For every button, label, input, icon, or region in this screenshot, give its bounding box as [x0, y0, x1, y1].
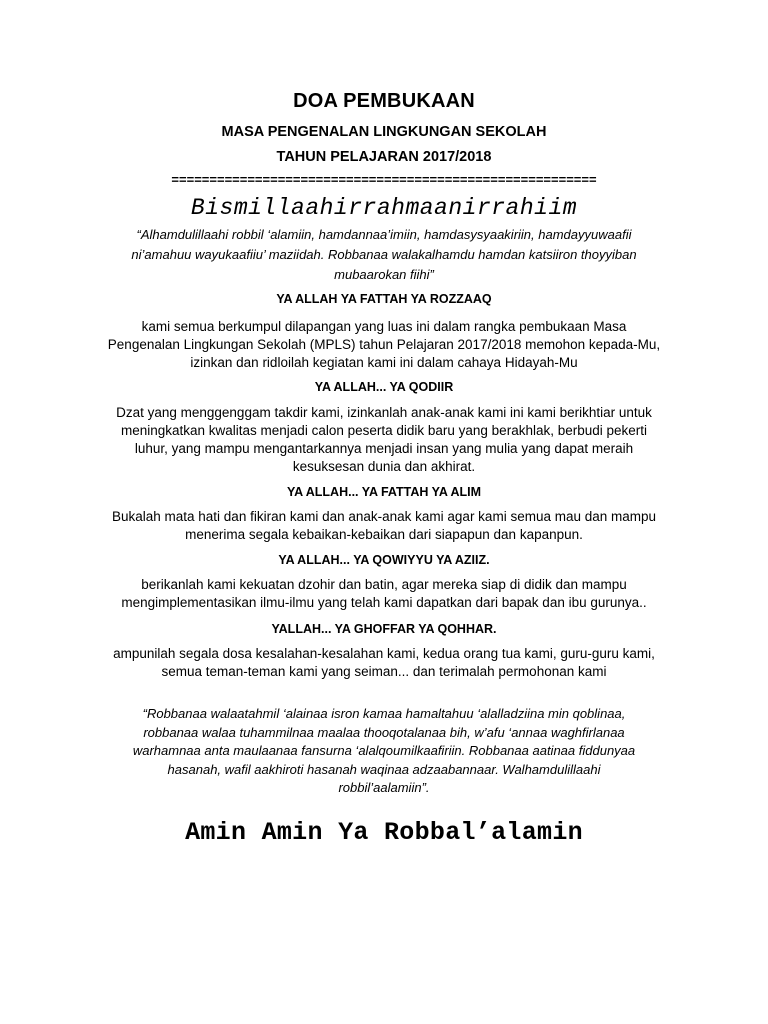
closing-line: warhamnaa anta maulaanaa fansurna ‘alalqoumilkaafiriin. Robbanaa aatinaa fiddunyaa	[132, 743, 636, 758]
divider-rule: ========================================================	[171, 172, 597, 187]
amin-closing-text: Amin Amin Ya Robbal’alamin	[185, 818, 583, 847]
body-line: izinkan dan ridloilah kegiatan kami ini dalam cahaya Hidayah-Mu	[190, 355, 578, 370]
closing-line: hasanah, wafil aakhiroti hasanah waqinaa adzaabannaar. Walhamdulillaahi	[167, 761, 601, 777]
closing-line: robbanaa walaa tuhammilnaa maalaa thooqotalanaa bih, w’afu ‘annaa waghfirlanaa	[143, 724, 625, 740]
body-line: Pengenalan Lingkungan Sekolah (MPLS) tahun Pelajaran 2017/2018 memohon kepada-Mu,	[107, 337, 661, 352]
body-line: menerima segala kebaikan-kebaikan dari siapapun dan kapanpun.	[185, 527, 583, 542]
intro-line: ni’amahuu wayukaafiiu’ maziidah. Robbanaa walakalhamdu hamdan katsiiron thoyyiban	[131, 247, 637, 262]
body-line: kesuksesan dunia dan akhirat.	[292, 459, 476, 474]
document-title: DOA PEMBUKAAN	[293, 90, 475, 112]
section-heading-ghoffar-qohhar: YALLAH... YA GHOFFAR YA QOHHAR.	[271, 622, 497, 636]
intro-line: mubaarokan fiihi”	[334, 267, 434, 282]
body-line: Dzat yang menggenggam takdir kami, izinkanlah anak-anak kami ini kami berikhtiar untuk	[116, 405, 652, 420]
section-heading-fattah-rozzaaq: YA ALLAH YA FATTAH YA ROZZAAQ	[276, 292, 492, 306]
body-line: kami semua berkumpul dilapangan yang luas ini dalam rangka pembukaan Masa	[141, 319, 627, 334]
section-heading-qodiir: YA ALLAH... YA QODIIR	[314, 380, 454, 394]
body-line: meningkatkan kwalitas menjadi calon peserta didik baru yang berakhlak, berbudi pekerti	[120, 423, 648, 438]
body-line: berikanlah kami kekuatan dzohir dan batin, agar mereka siap di didik dan mampu	[141, 577, 627, 592]
intro-prayer	[90, 225, 678, 285]
body-line: luhur, yang mampu mengantarkannya menjadi insan yang mulia yang dapat meraih	[134, 441, 634, 456]
body-line: semua teman-teman kami yang seiman... dan terimalah permohonan kami	[161, 664, 607, 679]
section-body-fattah-alim	[60, 508, 708, 544]
section-body-qodiir	[90, 404, 678, 476]
body-line: mengimplementasikan ilmu-ilmu yang telah kami dapatkan dari bapak dan ibu gurunya..	[121, 595, 647, 610]
document-subtitle-year: TAHUN PELAJARAN 2017/2018	[276, 149, 492, 165]
section-body-fattah-rozzaaq	[60, 318, 708, 372]
section-heading-fattah-alim: YA ALLAH... YA FATTAH YA ALIM	[286, 485, 481, 499]
document-subtitle-program: MASA PENGENALAN LINGKUNGAN SEKOLAH	[221, 124, 547, 140]
bismillah-text: Bismillaahirrahmaanirrahiim	[190, 195, 578, 221]
closing-line: “Robbanaa walaatahmil ‘alainaa isron kamaa hamaltahuu ‘alalladziina min qoblinaa,	[142, 706, 626, 721]
body-line: Bukalah mata hati dan fikiran kami dan anak-anak kami agar kami semua mau dan mampu	[111, 509, 657, 524]
section-body-qowiyyu-aziiz	[60, 576, 708, 612]
section-heading-qowiyyu-aziiz: YA ALLAH... YA QOWIYYU YA AZIIZ.	[278, 553, 490, 567]
section-body-ghoffar-qohhar	[60, 645, 708, 681]
body-line: ampunilah segala dosa kesalahan-kesalahan kami, kedua orang tua kami, guru-guru kami,	[113, 646, 655, 661]
closing-line: robbil’aalamiin”.	[338, 780, 430, 795]
closing-prayer	[100, 705, 668, 798]
intro-line: “Alhamdulillaahi robbil ‘alamiin, hamdannaa’imiin, hamdasysyaakiriin, hamdayyuwaafii	[136, 227, 632, 242]
